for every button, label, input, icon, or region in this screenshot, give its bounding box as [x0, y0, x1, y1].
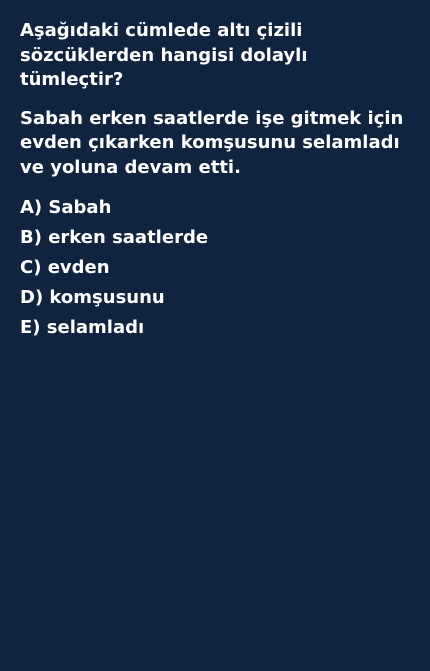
question-text: Aşağıdaki cümlede altı çizili sözcüklerden hangisi dolaylı tümleçtir? [20, 20, 308, 90]
answer-options [20, 193, 410, 343]
option-b[interactable]: B) erken saatlerde [20, 227, 209, 248]
option-e[interactable]: E) selamladı [20, 317, 145, 338]
option-d[interactable]: D) komşusunu [20, 287, 165, 308]
example-sentence: Sabah erken saatlerde işe gitmek için evden çıkarken komşusunu selamladı ve yoluna devam etti. [20, 107, 404, 178]
option-c[interactable]: C) evden [20, 257, 110, 278]
option-a[interactable]: A) Sabah [20, 197, 112, 218]
